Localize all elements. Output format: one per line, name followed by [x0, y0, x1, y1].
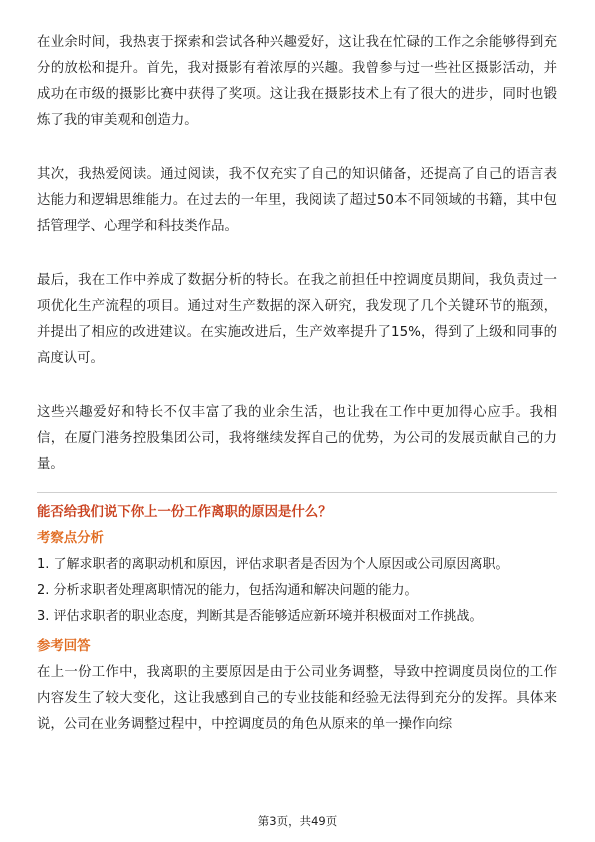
hobby-paragraph-2: 其次，我热爱阅读。通过阅读，我不仅充实了自己的知识储备，还提高了自己的语言表达能力和逻辑思维能力。在过去的一年里，我阅读了超过50本不同领域的书籍，其中包括管理学、心理学和科技类作品。 [37, 167, 557, 234]
analysis-item: 3. 评估求职者的职业态度，判断其是否能够适应新环境并积极面对工作挑战。 [37, 609, 483, 624]
hobby-paragraph-4: 这些兴趣爱好和特长不仅丰富了我的业余生活，也让我在工作中更加得心应手。我相信，在厦门港务控股集团公司，我将继续发挥自己的优势，为公司的发展贡献自己的力量。 [37, 405, 557, 472]
analysis-item: 2. 分析求职者处理离职情况的能力，包括沟通和解决问题的能力。 [37, 583, 418, 598]
analysis-title: 考察点分析 [37, 531, 104, 546]
page-footer: 第3页，共49页 [257, 814, 338, 828]
hobby-paragraph-1: 在业余时间，我热衷于探索和尝试各种兴趣爱好，这让我在忙碌的工作之余能够得到充分的放松和提升。首先，我对摄影有着浓厚的兴趣。我曾参与过一些社区摄影活动，并成功在市级的摄影比赛中获得了奖项。这让我在摄影技术上有了很大的进步，同时也锻炼了我的审美观和创造力。 [37, 35, 557, 128]
hobby-paragraph-3: 最后，我在工作中养成了数据分析的特长。在我之前担任中控调度员期间，我负责过一项优化生产流程的项目。通过对生产数据的深入研究，我发现了几个关键环节的瓶颈，并提出了相应的改进建议。在实施改进后，生产效率提升了15%，得到了上级和同事的高度认可。 [37, 273, 557, 366]
page-content [37, 30, 557, 738]
analysis-item: 1. 了解求职者的离职动机和原因，评估求职者是否因为个人原因或公司原因离职。 [37, 557, 509, 572]
reference-answer-title: 参考回答 [37, 639, 91, 654]
interview-question: 能否给我们说下你上一份工作离职的原因是什么？ [37, 505, 332, 520]
reference-answer-text: 在上一份工作中，我离职的主要原因是由于公司业务调整，导致中控调度员岗位的工作内容发生了较大变化，这让我感到自己的专业技能和经验无法得到充分的发挥。具体来说，公司在业务调整过程中，中控调度员的角色从原来的单一操作向综 [37, 665, 557, 732]
analysis-list [37, 552, 557, 630]
section-divider [37, 492, 557, 493]
